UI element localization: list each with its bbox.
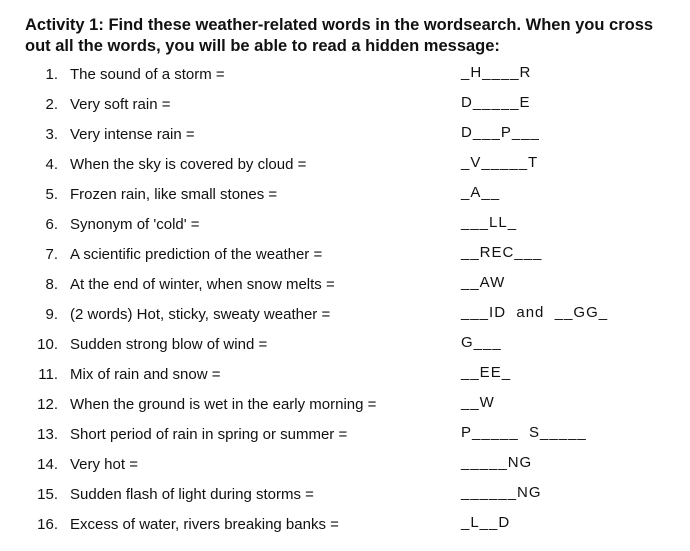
question-number: 3. (45, 126, 58, 143)
question-text: Sudden strong blow of wind = (70, 336, 268, 353)
question-text: Mix of rain and snow = (70, 366, 221, 383)
question-text: Excess of water, rivers breaking banks = (70, 516, 339, 533)
question-row (0, 120, 690, 150)
question-number: 1. (45, 66, 58, 83)
question-number: 12. (37, 396, 58, 413)
question-text: The sound of a storm = (70, 66, 225, 83)
question-number: 7. (45, 246, 58, 263)
question-text: Very hot = (70, 456, 138, 473)
question-text: Synonym of 'cold' = (70, 216, 200, 233)
question-text: Frozen rain, like small stones = (70, 186, 278, 203)
question-row (0, 480, 690, 510)
question-number: 4. (45, 156, 58, 173)
question-number: 8. (45, 276, 58, 293)
answer-blanks: _L__D (461, 514, 511, 531)
question-number: 2. (45, 96, 58, 113)
question-row (0, 420, 690, 450)
question-number: 13. (37, 426, 58, 443)
question-text: (2 words) Hot, sticky, sweaty weather = (70, 306, 331, 323)
question-row (0, 390, 690, 420)
question-text: When the sky is covered by cloud = (70, 156, 307, 173)
question-row (0, 270, 690, 300)
answer-blanks: __AW (461, 274, 506, 291)
question-number: 5. (45, 186, 58, 203)
question-row (0, 60, 690, 90)
answer-blanks: ______NG (461, 484, 542, 501)
question-number: 10. (37, 336, 58, 353)
question-number: 11. (38, 366, 58, 383)
question-row (0, 450, 690, 480)
activity-title: Activity 1: Find these weather-related words in the wordsearch. When you cross out all the words, you will be able to read a hidden message: (25, 16, 654, 55)
question-number: 16. (37, 516, 58, 533)
question-row (0, 180, 690, 210)
question-number: 6. (45, 216, 58, 233)
answer-blanks: D___P___ (461, 124, 540, 141)
question-row (0, 240, 690, 270)
answer-blanks: _V_____T (461, 154, 539, 171)
answer-blanks: G___ (461, 334, 502, 351)
question-row (0, 330, 690, 360)
answer-blanks: P_____ S_____ (461, 424, 587, 441)
answer-blanks: ___ID and __GG_ (461, 304, 609, 321)
question-number: 15. (37, 486, 58, 503)
answer-blanks: _H____R (461, 64, 532, 81)
question-text: Very soft rain = (70, 96, 171, 113)
question-row (0, 150, 690, 180)
answer-blanks: ___LL_ (461, 214, 518, 231)
question-text: A scientific prediction of the weather = (70, 246, 323, 263)
question-text: Short period of rain in spring or summer = (70, 426, 348, 443)
question-text: At the end of winter, when snow melts = (70, 276, 335, 293)
answer-blanks: __W (461, 394, 495, 411)
answer-blanks: _____NG (461, 454, 533, 471)
question-row (0, 300, 690, 330)
question-row (0, 210, 690, 240)
question-number: 14. (37, 456, 58, 473)
question-row (0, 510, 690, 540)
question-row (0, 360, 690, 390)
question-text: Very intense rain = (70, 126, 195, 143)
question-text: Sudden flash of light during storms = (70, 486, 314, 503)
answer-blanks: D_____E (461, 94, 531, 111)
question-text: When the ground is wet in the early morning = (70, 396, 377, 413)
question-row (0, 90, 690, 120)
question-number: 9. (45, 306, 58, 323)
answer-blanks: __REC___ (461, 244, 543, 261)
answer-blanks: _A__ (461, 184, 501, 201)
answer-blanks: __EE_ (461, 364, 512, 381)
